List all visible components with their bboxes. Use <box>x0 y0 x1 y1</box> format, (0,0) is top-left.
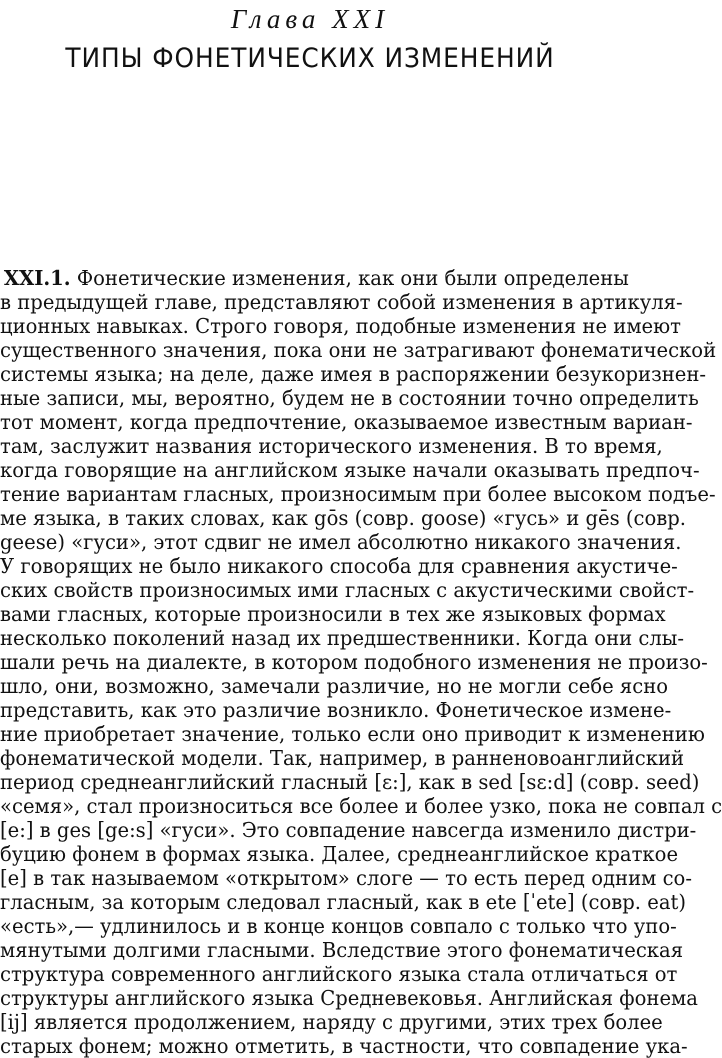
text-line: в предыдущей главе, представляют собой изменения в артикуля- <box>0 290 683 314</box>
chapter-title: ТИПЫ ФОНЕТИЧЕСКИХ ИЗМЕНЕНИЙ <box>65 43 555 74</box>
text-line-first <box>0 266 629 290</box>
text-line: системы языка; на деле, даже имея в распоряжении безукоризнен- <box>0 362 707 386</box>
text-line: фонематической модели. Так, например, в ранненовоанглийский <box>0 746 685 770</box>
text-line: «семя», стал произноситься все более и более узко, пока не совпал с <box>0 794 722 818</box>
text-line: структуры английского языка Средневековья. Английская фонема <box>0 986 698 1010</box>
text-line: буцию фонем в формах языка. Далее, среднеанглийское краткое <box>0 842 679 866</box>
text-line: ние приобретает значение, только если оно приводит к изменению <box>0 722 705 746</box>
first-line-text: Фонетические изменения, как они были определены <box>76 266 629 290</box>
text-line: период среднеанглийский гласный [ɛ:], как в sed [sɛ:d] (совр. seed) <box>0 770 700 794</box>
text-line: вами гласных, которые произносили в тех же языковых формах <box>0 602 666 626</box>
text-line: ских свойств произносимых ими гласных с акустическими свойст- <box>0 578 695 602</box>
text-line: представить, как это различие возникло. Фонетическое измене- <box>0 698 672 722</box>
text-line: существенного значения, пока они не затрагивают фонематической <box>0 338 717 362</box>
text-line: [e:] в ges [ge:s] «гуси». Это совпадение навсегда изменило дистри- <box>0 818 697 842</box>
text-line: гласным, за которым следовал гласный, как в ete [ˈete] (совр. eat) <box>0 890 687 914</box>
text-line: ционных навыках. Строго говоря, подобные изменения не имеют <box>0 314 682 338</box>
chapter-label: Глава XXI <box>230 4 390 34</box>
text-line: ме языка, в таких словах, как gōs (совр. goose) «гусь» и gēs (совр. <box>0 506 687 530</box>
body-text <box>0 266 722 1058</box>
text-line: шали речь на диалекте, в котором подобного изменения не произо- <box>0 650 708 674</box>
text-line: тение вариантам гласных, произносимым при более высоком подъе- <box>0 482 716 506</box>
text-line: [ij] является продолжением, наряду с другими, этих трех более <box>0 1010 663 1034</box>
text-line: тот момент, когда предпочтение, оказываемое известным вариан- <box>0 410 693 434</box>
section-number: XXI.1. <box>3 266 71 290</box>
text-line: ные записи, мы, вероятно, будем не в состоянии точно определить <box>0 386 699 410</box>
text-line: структура современного английского языка стала отличаться от <box>0 962 678 986</box>
text-line: старых фонем; можно отметить, в частности, что совпадение ука- <box>0 1034 688 1058</box>
text-line: шло, они, возможно, замечали различие, но не могли себе ясно <box>0 674 669 698</box>
text-line: там, заслужит названия исторического изменения. В то время, <box>0 434 663 458</box>
text-line: мянутыми долгими гласными. Вследствие этого фонематическая <box>0 938 684 962</box>
text-line: geese) «гуси», этот сдвиг не имел абсолютно никакого значения. <box>0 530 682 554</box>
text-line: когда говорящие на английском языке начали оказывать предпоч- <box>0 458 700 482</box>
text-line: «есть»,— удлинилось и в конце концов совпало с только что упо- <box>0 914 677 938</box>
text-line: У говорящих не было никакого способа для сравнения акустиче- <box>0 554 678 578</box>
text-line: [e] в так называемом «открытом» слоге — то есть перед одним со- <box>0 866 692 890</box>
text-line: несколько поколений назад их предшественники. Когда они слы- <box>0 626 685 650</box>
